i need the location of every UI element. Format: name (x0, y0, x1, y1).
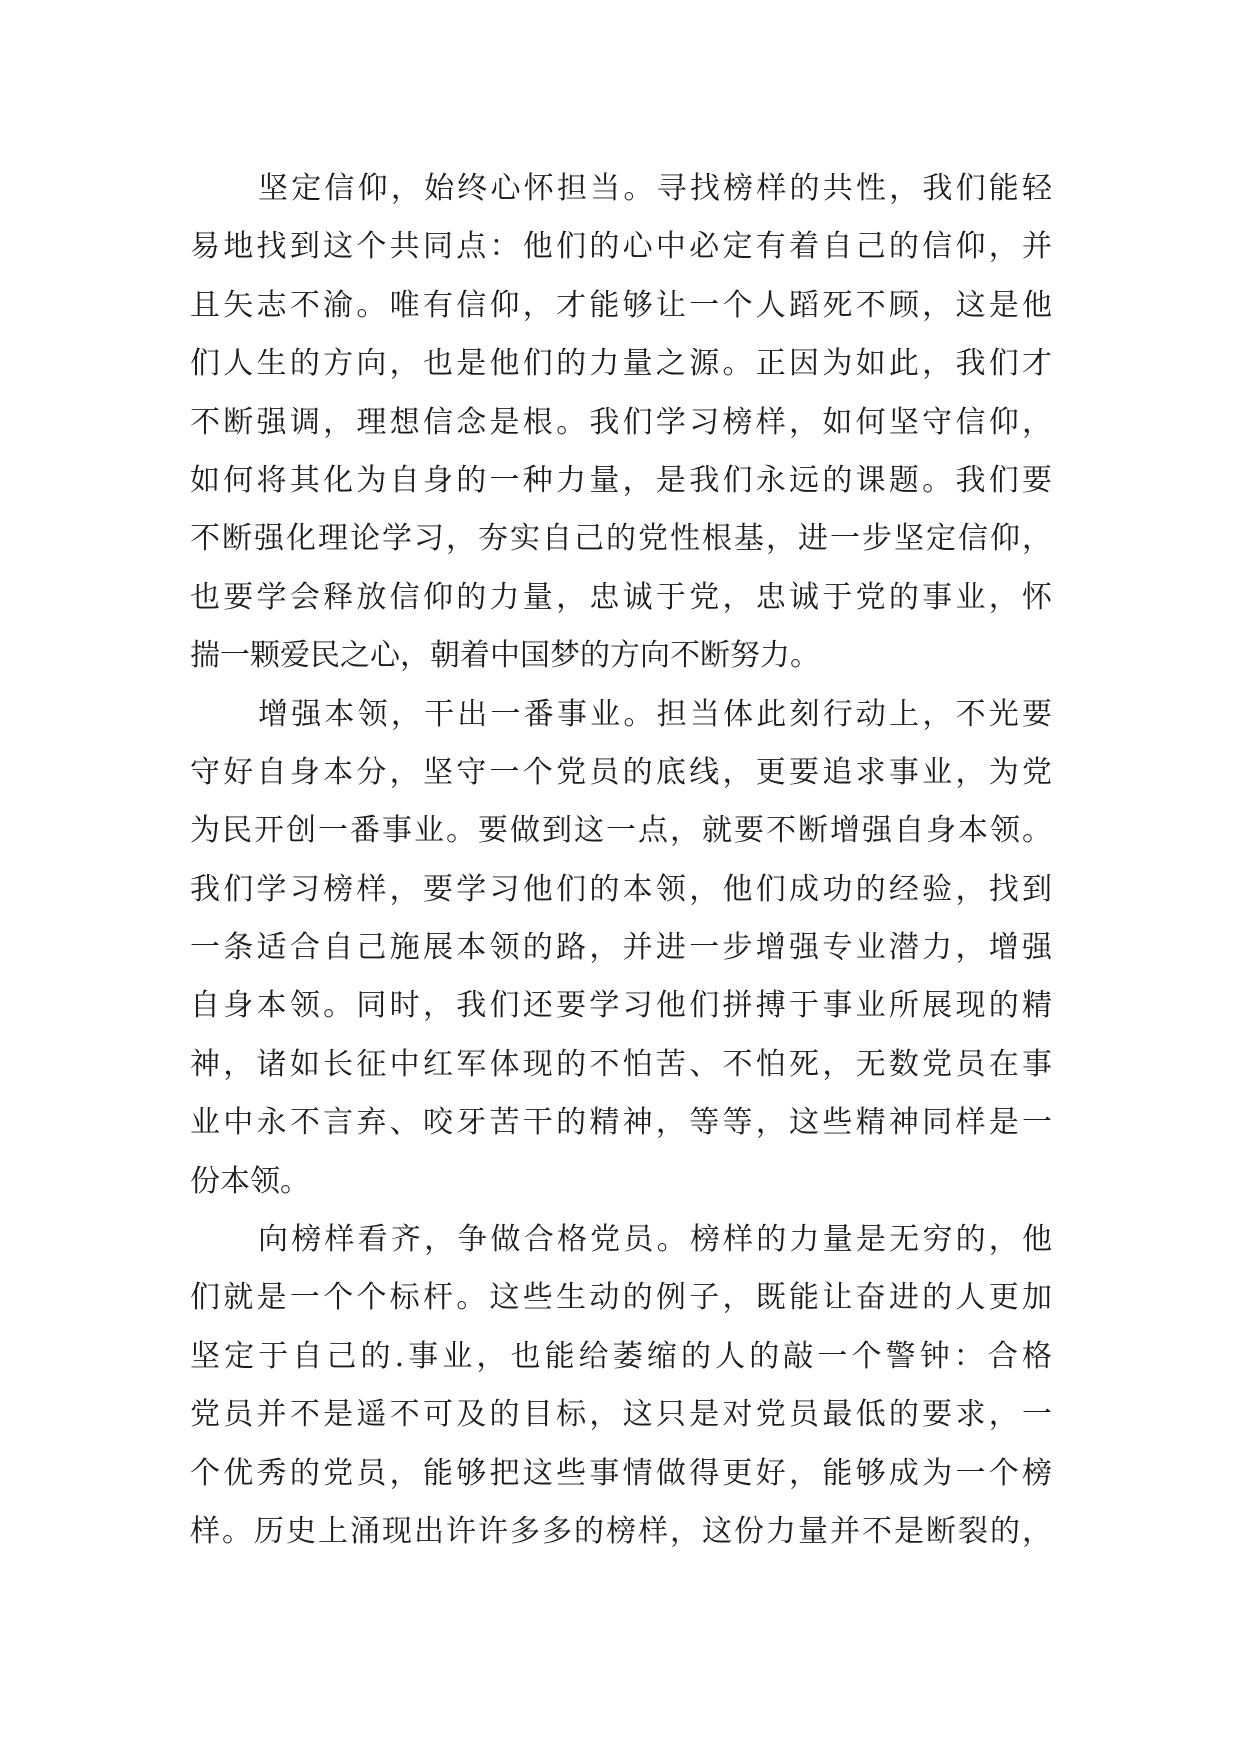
text-line: 如何将其化为自身的一种力量，是我们永远的课题。我们要 (190, 462, 1052, 498)
text-line: 不断强化理论学习，夯实自己的党性根基，进一步坚定信仰， (190, 521, 1052, 557)
text-line: 也要学会释放信仰的力量，忠诚于党，忠诚于党的事业，怀 (190, 579, 1052, 615)
text-line: 业中永不言弃、咬牙苦干的精神，等等，这些精神同样是一 (190, 1105, 1052, 1141)
paragraph-firm-belief (190, 160, 1052, 686)
text-line: 坚定于自己的.事业，也能给萎缩的人的敲一个警钟：合格 (190, 1338, 1052, 1374)
text-line: 党员并不是遥不可及的目标，这只是对党员最低的要求，一 (190, 1397, 1052, 1433)
text-line: 神，诸如长征中红军体现的不怕苦、不怕死，无数党员在事 (190, 1046, 1052, 1082)
text-line: 我们学习榜样，要学习他们的本领，他们成功的经验，找到 (190, 871, 1052, 907)
text-line: 向榜样看齐，争做合格党员。榜样的力量是无穷的，他 (258, 1222, 1052, 1258)
text-line: 揣一颗爱民之心，朝着中国梦的方向不断努力。 (190, 638, 820, 674)
text-line: 个优秀的党员，能够把这些事情做得更好，能够成为一个榜 (190, 1455, 1052, 1491)
text-line: 一条适合自己施展本领的路，并进一步增强专业潜力，增强 (190, 930, 1052, 966)
text-line: 为民开创一番事业。要做到这一点，就要不断增强自身本领。 (190, 813, 1052, 849)
text-line: 样。历史上涌现出许许多多的榜样，这份力量并不是断裂的， (190, 1513, 1052, 1549)
document-body (190, 160, 1052, 1561)
text-line: 份本领。 (190, 1163, 310, 1199)
text-line: 且矢志不渝。唯有信仰，才能够让一个人蹈死不顾，这是他 (190, 287, 1052, 323)
text-line: 增强本领，干出一番事业。担当体此刻行动上，不光要 (258, 696, 1052, 732)
text-line: 坚定信仰，始终心怀担当。寻找榜样的共性，我们能轻 (258, 171, 1052, 206)
text-line: 易地找到这个共同点：他们的心中必定有着自己的信仰，并 (190, 229, 1052, 265)
text-line: 们人生的方向，也是他们的力量之源。正因为如此，我们才 (190, 346, 1052, 382)
paragraph-follow-role-models (190, 1211, 1052, 1561)
text-line: 们就是一个个标杆。这些生动的例子，既能让奋进的人更加 (190, 1280, 1052, 1316)
paragraph-strengthen-ability (190, 686, 1052, 1212)
text-line: 守好自身本分，坚守一个党员的底线，更要追求事业，为党 (190, 754, 1052, 790)
text-line: 自身本领。同时，我们还要学习他们拼搏于事业所展现的精 (190, 988, 1052, 1024)
text-line: 不断强调，理想信念是根。我们学习榜样，如何坚守信仰， (190, 404, 1052, 440)
